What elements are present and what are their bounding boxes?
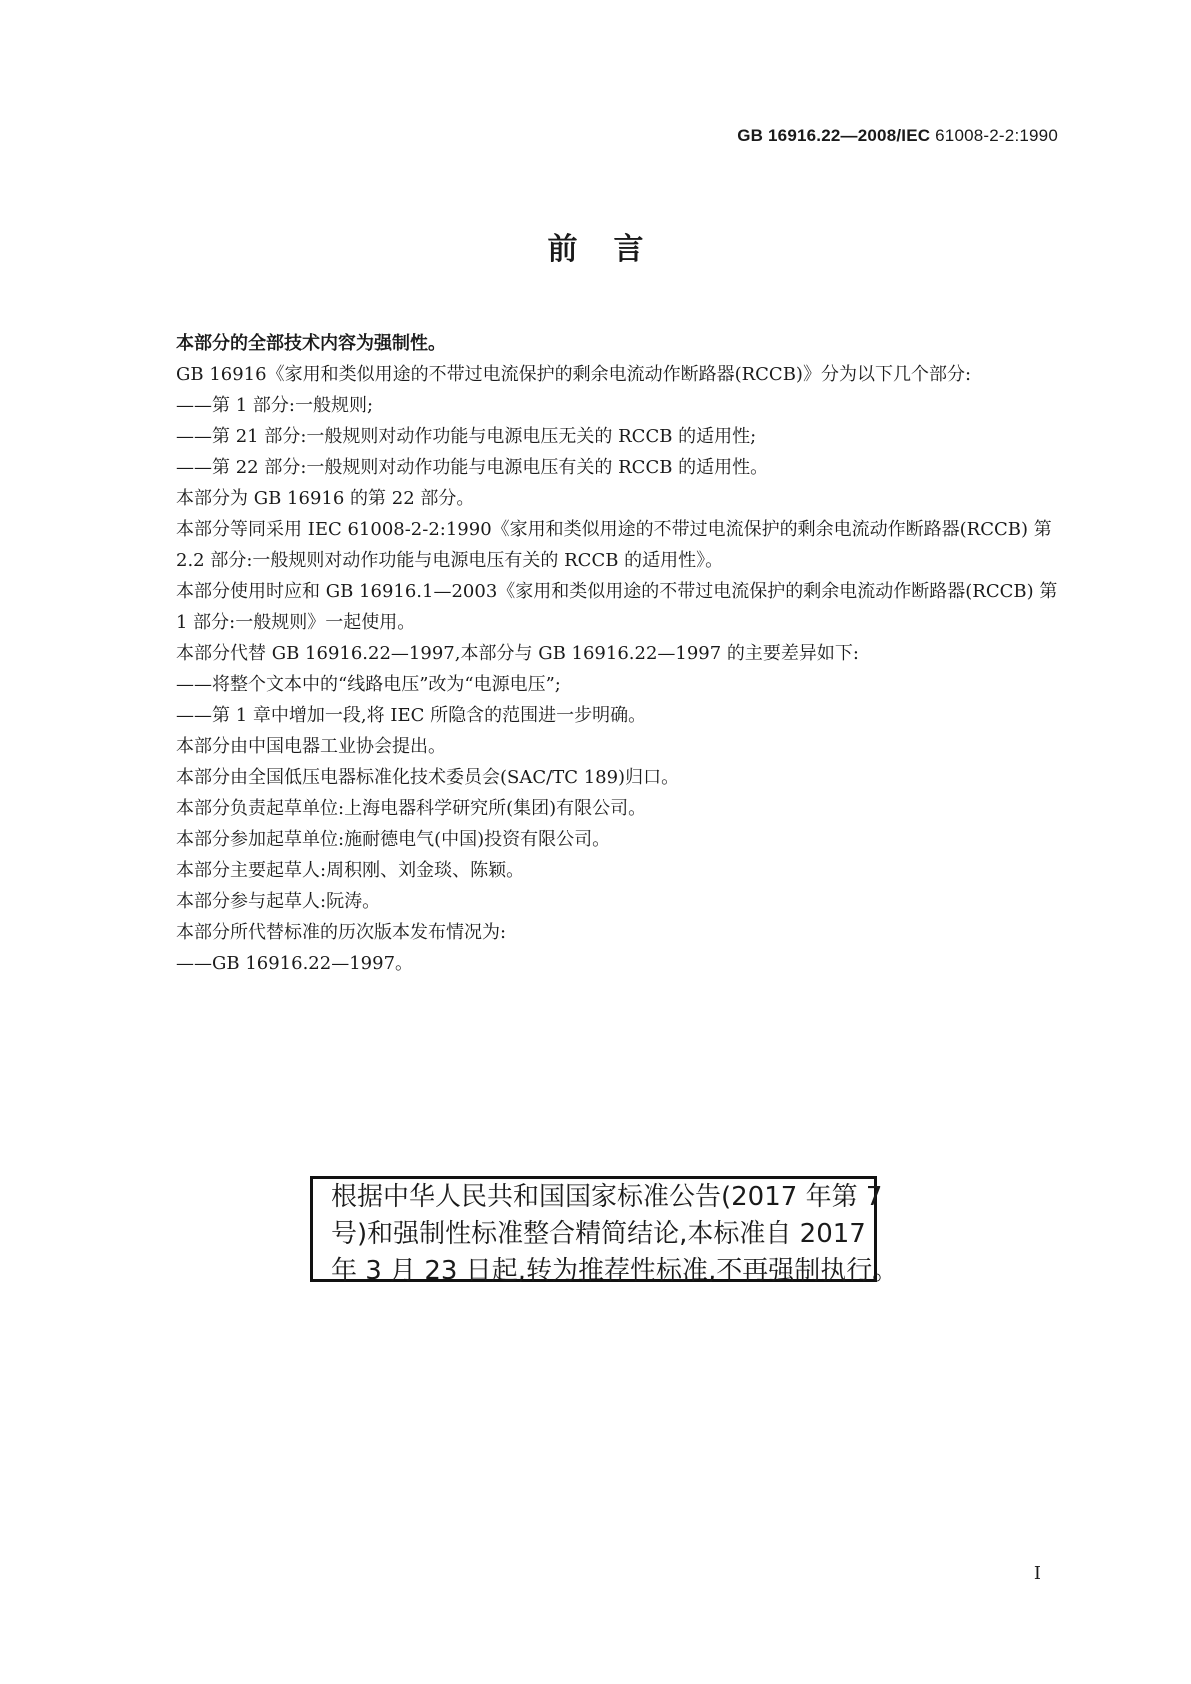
list-item-part-1: ——第 1 部分:一般规则;: [176, 395, 374, 416]
list-item-part-22: ——第 22 部分:一般规则对动作功能与电源电压有关的 RCCB 的适用性。: [176, 457, 769, 478]
paragraph-series-intro: GB 16916《家用和类似用途的不带过电流保护的剩余电流动作断路器(RCCB)》分为以下几个部分:: [176, 364, 972, 385]
paragraph-equivalence: 本部分等同采用 IEC 61008-2-2:1990《家用和类似用途的不带过电流保护的剩余电流动作断路器(RCCB) 第 2.2 部分:一般规则对动作功能与电源电压有关的 RCCB 的适用性》。: [176, 519, 1052, 571]
paragraph-participating-unit: 本部分参加起草单位:施耐德电气(中国)投资有限公司。: [176, 829, 611, 850]
notice-line-3: 年 3 月 23 日起,转为推荐性标准,不再强制执行。: [331, 1256, 899, 1286]
list-item-part-21: ——第 21 部分:一般规则对动作功能与电源电压无关的 RCCB 的适用性;: [176, 426, 757, 447]
page-title: 前言: [547, 232, 680, 267]
standard-code-header: [737, 126, 1058, 146]
notice-line-2: 号)和强制性标准整合精简结论,本标准自 2017: [331, 1219, 866, 1249]
paragraph-usage: 本部分使用时应和 GB 16916.1—2003《家用和类似用途的不带过电流保护的剩余电流动作断路器(RCCB) 第 1 部分:一般规则》一起使用。: [176, 581, 1058, 633]
foreword-body: [128, 328, 1062, 979]
paragraph-drafting-unit: 本部分负责起草单位:上海电器科学研究所(集团)有限公司。: [176, 798, 647, 819]
page-number: I: [1033, 1563, 1041, 1584]
paragraph-part-number: 本部分为 GB 16916 的第 22 部分。: [176, 488, 475, 509]
status-notice-box: [310, 1176, 899, 1286]
paragraph-administered-by: 本部分由全国低压电器标准化技术委员会(SAC/TC 189)归口。: [176, 767, 680, 788]
paragraph-main-drafters: 本部分主要起草人:周积刚、刘金琰、陈颖。: [176, 860, 525, 881]
standard-code-bold: GB 16916.22—2008/IEC: [737, 126, 931, 145]
notice-line-1: 根据中华人民共和国国家标准公告(2017 年第 7: [331, 1182, 883, 1212]
paragraph-participating-drafters: 本部分参与起草人:阮涛。: [176, 891, 381, 912]
paragraph-replacement: 本部分代替 GB 16916.22—1997,本部分与 GB 16916.22—1997 的主要差异如下:: [176, 643, 859, 664]
standard-code-rest: 61008-2-2:1990: [930, 126, 1058, 145]
list-item-previous-edition: ——GB 16916.22—1997。: [176, 953, 414, 974]
paragraph-proposed-by: 本部分由中国电器工业协会提出。: [176, 736, 446, 757]
paragraph-previous-editions: 本部分所代替标准的历次版本发布情况为:: [176, 922, 507, 943]
list-item-change-2: ——第 1 章中增加一段,将 IEC 所隐含的范围进一步明确。: [176, 705, 647, 726]
paragraph-mandatory-note: 本部分的全部技术内容为强制性。: [176, 333, 446, 354]
list-item-change-1: ——将整个文本中的“线路电压”改为“电源电压”;: [176, 674, 561, 695]
